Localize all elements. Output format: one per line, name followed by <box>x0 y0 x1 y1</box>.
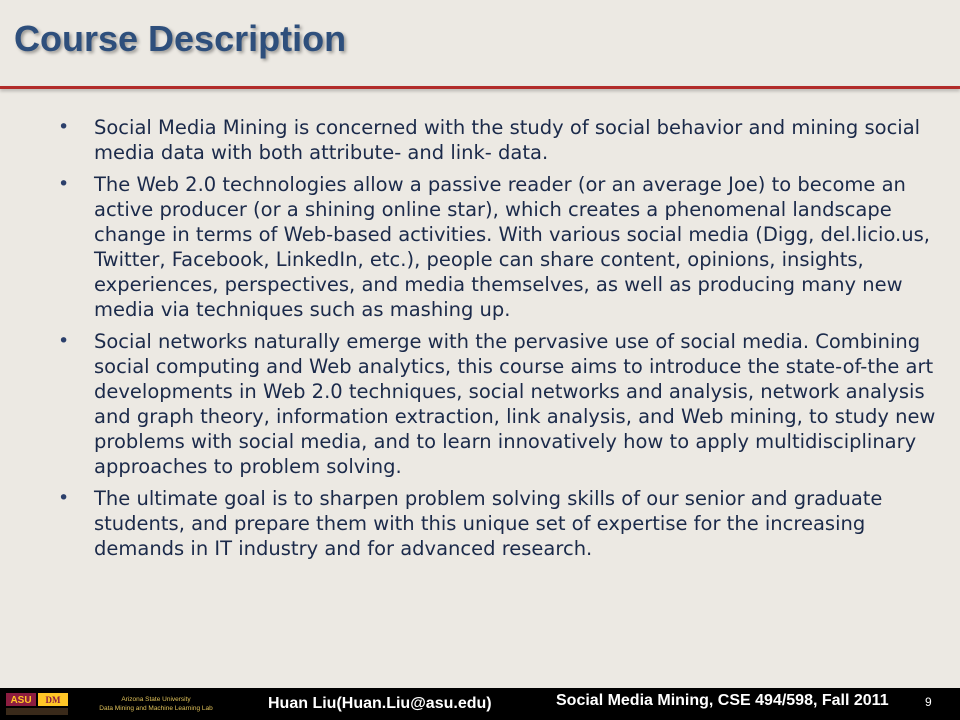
slide-title: Course Description <box>14 18 347 59</box>
lab-name <box>76 695 236 713</box>
bullet-icon: • <box>58 330 70 352</box>
page-number: 9 <box>925 695 932 709</box>
svg-text:ASU: ASU <box>10 695 32 706</box>
bullet-item <box>56 486 936 561</box>
footer-author: Huan Liu(Huan.Liu@asu.edu) <box>268 695 492 712</box>
lab-line-university: Arizona State University <box>121 696 191 703</box>
bullet-list <box>56 115 936 568</box>
footer-course: Social Media Mining, CSE 494/598, Fall 2011 <box>556 692 889 709</box>
bullet-text: Social networks naturally emerge with the pervasive use of social media. Combining social computing and Web analytics, this course aims to introduce the state-of-the art developments in Web 2.0 techniques, social networks and analysis, network analysis and graph theory, information extraction, link analysis, and Web mining, to study new problems with social media, and to learn innovatively how to apply multidisciplinary approaches to problem solving. <box>94 330 936 478</box>
bullet-item <box>56 329 936 479</box>
bullet-text: The Web 2.0 technologies allow a passive reader (or an average Joe) to become an active producer (or a shining online star), which creates a phenomenal landscape change in terms of Web-based activities. With various social media (Digg, del.licio.us, Twitter, Facebook, LinkedIn, etc.), people can share content, opinions, insights, experiences, perspectives, and media themselves, as well as producing many new media via techniques such as mashing up. <box>94 173 930 321</box>
bullet-icon: • <box>58 116 70 138</box>
svg-text:DM: DM <box>45 695 61 705</box>
footer-bar <box>0 688 960 720</box>
bullet-item <box>56 115 936 165</box>
lab-line-lab: Data Mining and Machine Learning Lab <box>99 705 213 712</box>
title-divider <box>0 86 960 89</box>
bullet-text: The ultimate goal is to sharpen problem solving skills of our senior and graduate students, and prepare them with this unique set of expertise for the increasing demands in IT industry and for advanced research. <box>94 487 883 560</box>
bullet-icon: • <box>58 487 70 509</box>
asu-dmml-logo-icon <box>4 691 72 717</box>
bullet-text: Social Media Mining is concerned with the study of social behavior and mining social media data with both attribute- and link- data. <box>94 116 921 164</box>
bullet-icon: • <box>58 173 70 195</box>
bullet-item <box>56 172 936 322</box>
